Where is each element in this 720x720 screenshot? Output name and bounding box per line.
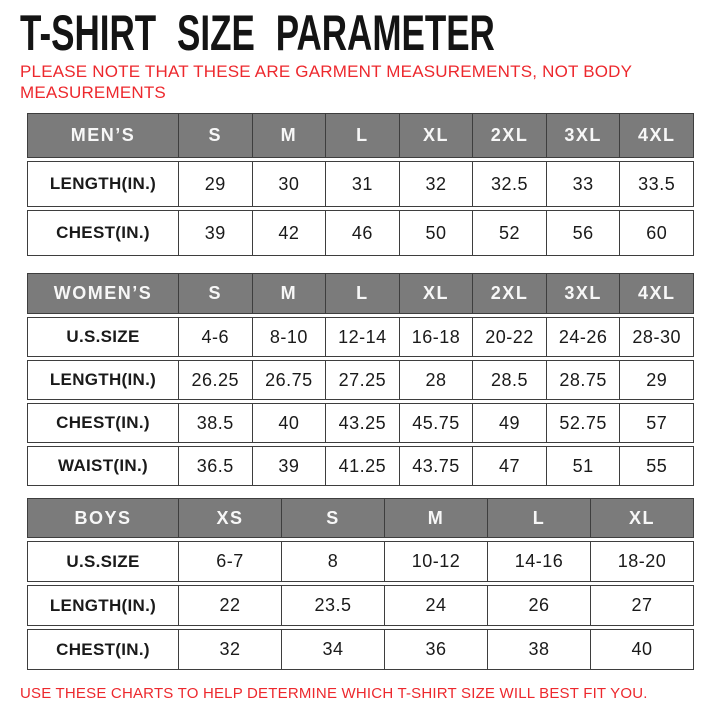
- note-line-1: PLEASE NOTE THAT THESE ARE GARMENT MEASUREMENTS, NOT BODY: [20, 62, 633, 81]
- measurement-label: WAIST(IN.): [58, 456, 148, 476]
- size-header-cell: XL: [399, 114, 473, 157]
- size-value-cell: 28: [399, 361, 473, 399]
- size-header-cell: S: [281, 499, 384, 537]
- size-header-cell: L: [325, 114, 399, 157]
- size-value-cell: 41.25: [325, 447, 399, 485]
- size-value-cell: 33: [546, 162, 620, 206]
- size-value-cell: 14-16: [487, 542, 590, 581]
- mens-table-title: MEN’S: [70, 125, 136, 146]
- size-header-cell: 4XL: [619, 114, 693, 157]
- size-value-cell: 33.5: [619, 162, 693, 206]
- size-value-cell: 8-10: [252, 318, 326, 356]
- size-value-cell: 22: [178, 586, 281, 625]
- size-value-cell: 24-26: [546, 318, 620, 356]
- size-value-cell: 10-12: [384, 542, 487, 581]
- size-header-cell: L: [325, 274, 399, 313]
- size-header-cell: XL: [590, 499, 693, 537]
- measurement-label: LENGTH(IN.): [49, 174, 157, 194]
- size-value-cell: 38: [487, 630, 590, 669]
- mens-size-table: [27, 113, 694, 256]
- size-header-cell: L: [487, 499, 590, 537]
- size-value-cell: 60: [619, 211, 693, 255]
- womens-size-table: [27, 273, 694, 486]
- size-value-cell: 40: [252, 404, 326, 442]
- size-value-cell: 31: [325, 162, 399, 206]
- size-value-cell: 26.75: [252, 361, 326, 399]
- size-value-cell: 36.5: [178, 447, 252, 485]
- size-value-cell: 24: [384, 586, 487, 625]
- size-value-cell: 56: [546, 211, 620, 255]
- size-value-cell: 16-18: [399, 318, 473, 356]
- boys-length-row: [27, 585, 694, 626]
- womens-ussize-row: [27, 317, 694, 357]
- size-value-cell: 42: [252, 211, 326, 255]
- size-value-cell: 8: [281, 542, 384, 581]
- size-value-cell: 6-7: [178, 542, 281, 581]
- boys-chest-row: [27, 629, 694, 670]
- womens-header-row: [27, 273, 694, 314]
- size-value-cell: 34: [281, 630, 384, 669]
- mens-header-row: [27, 113, 694, 158]
- size-header-cell: 2XL: [472, 274, 546, 313]
- size-value-cell: 49: [472, 404, 546, 442]
- size-header-cell: S: [178, 274, 252, 313]
- size-value-cell: 39: [178, 211, 252, 255]
- size-value-cell: 20-22: [472, 318, 546, 356]
- size-value-cell: 29: [178, 162, 252, 206]
- size-value-cell: 52.75: [546, 404, 620, 442]
- boys-size-table: [27, 498, 694, 670]
- fit-advice-note: USE THESE CHARTS TO HELP DETERMINE WHICH T-SHIRT SIZE WILL BEST FIT YOU.: [20, 685, 648, 703]
- size-value-cell: 28.75: [546, 361, 620, 399]
- size-value-cell: 38.5: [178, 404, 252, 442]
- womens-chest-row: [27, 403, 694, 443]
- measurement-label: CHEST(IN.): [56, 639, 150, 659]
- size-header-cell: 3XL: [546, 274, 620, 313]
- size-header-cell: 4XL: [619, 274, 693, 313]
- size-header-cell: M: [252, 274, 326, 313]
- size-value-cell: 27: [590, 586, 693, 625]
- womens-table-title: WOMEN’S: [53, 283, 153, 304]
- measurement-label: LENGTH(IN.): [49, 370, 157, 390]
- boys-header-row: [27, 498, 694, 538]
- size-value-cell: 39: [252, 447, 326, 485]
- size-value-cell: 12-14: [325, 318, 399, 356]
- boys-ussize-row: [27, 541, 694, 582]
- size-value-cell: 28-30: [619, 318, 693, 356]
- size-value-cell: 27.25: [325, 361, 399, 399]
- size-value-cell: 30: [252, 162, 326, 206]
- page-title: T-SHIRT SIZE PARAMETER: [20, 5, 495, 61]
- measurement-label: LENGTH(IN.): [49, 595, 157, 615]
- measurement-label: CHEST(IN.): [56, 223, 150, 243]
- note-line-2: MEASUREMENTS: [20, 82, 166, 102]
- size-value-cell: 26: [487, 586, 590, 625]
- size-value-cell: 32.5: [472, 162, 546, 206]
- size-value-cell: 29: [619, 361, 693, 399]
- measurement-label: U.S.SIZE: [66, 327, 140, 347]
- size-value-cell: 55: [619, 447, 693, 485]
- size-header-cell: M: [252, 114, 326, 157]
- size-value-cell: 26.25: [178, 361, 252, 399]
- mens-chest-row: [27, 210, 694, 256]
- measurement-label: U.S.SIZE: [66, 551, 140, 571]
- size-value-cell: 28.5: [472, 361, 546, 399]
- size-value-cell: 23.5: [281, 586, 384, 625]
- size-header-cell: XS: [178, 499, 281, 537]
- size-value-cell: 45.75: [399, 404, 473, 442]
- size-value-cell: 52: [472, 211, 546, 255]
- size-value-cell: 46: [325, 211, 399, 255]
- size-value-cell: 18-20: [590, 542, 693, 581]
- size-value-cell: 51: [546, 447, 620, 485]
- size-header-cell: XL: [399, 274, 473, 313]
- size-value-cell: 4-6: [178, 318, 252, 356]
- size-header-cell: M: [384, 499, 487, 537]
- size-value-cell: 57: [619, 404, 693, 442]
- womens-length-row: [27, 360, 694, 400]
- size-value-cell: 43.75: [399, 447, 473, 485]
- size-value-cell: 32: [399, 162, 473, 206]
- size-value-cell: 43.25: [325, 404, 399, 442]
- size-value-cell: 50: [399, 211, 473, 255]
- garment-measurement-note: [20, 62, 696, 103]
- size-header-cell: S: [178, 114, 252, 157]
- mens-length-row: [27, 161, 694, 207]
- size-value-cell: 32: [178, 630, 281, 669]
- size-header-cell: 3XL: [546, 114, 620, 157]
- boys-table-title: BOYS: [74, 507, 132, 528]
- womens-waist-row: [27, 446, 694, 486]
- size-header-cell: 2XL: [472, 114, 546, 157]
- measurement-label: CHEST(IN.): [56, 413, 150, 433]
- size-value-cell: 36: [384, 630, 487, 669]
- size-value-cell: 40: [590, 630, 693, 669]
- size-value-cell: 47: [472, 447, 546, 485]
